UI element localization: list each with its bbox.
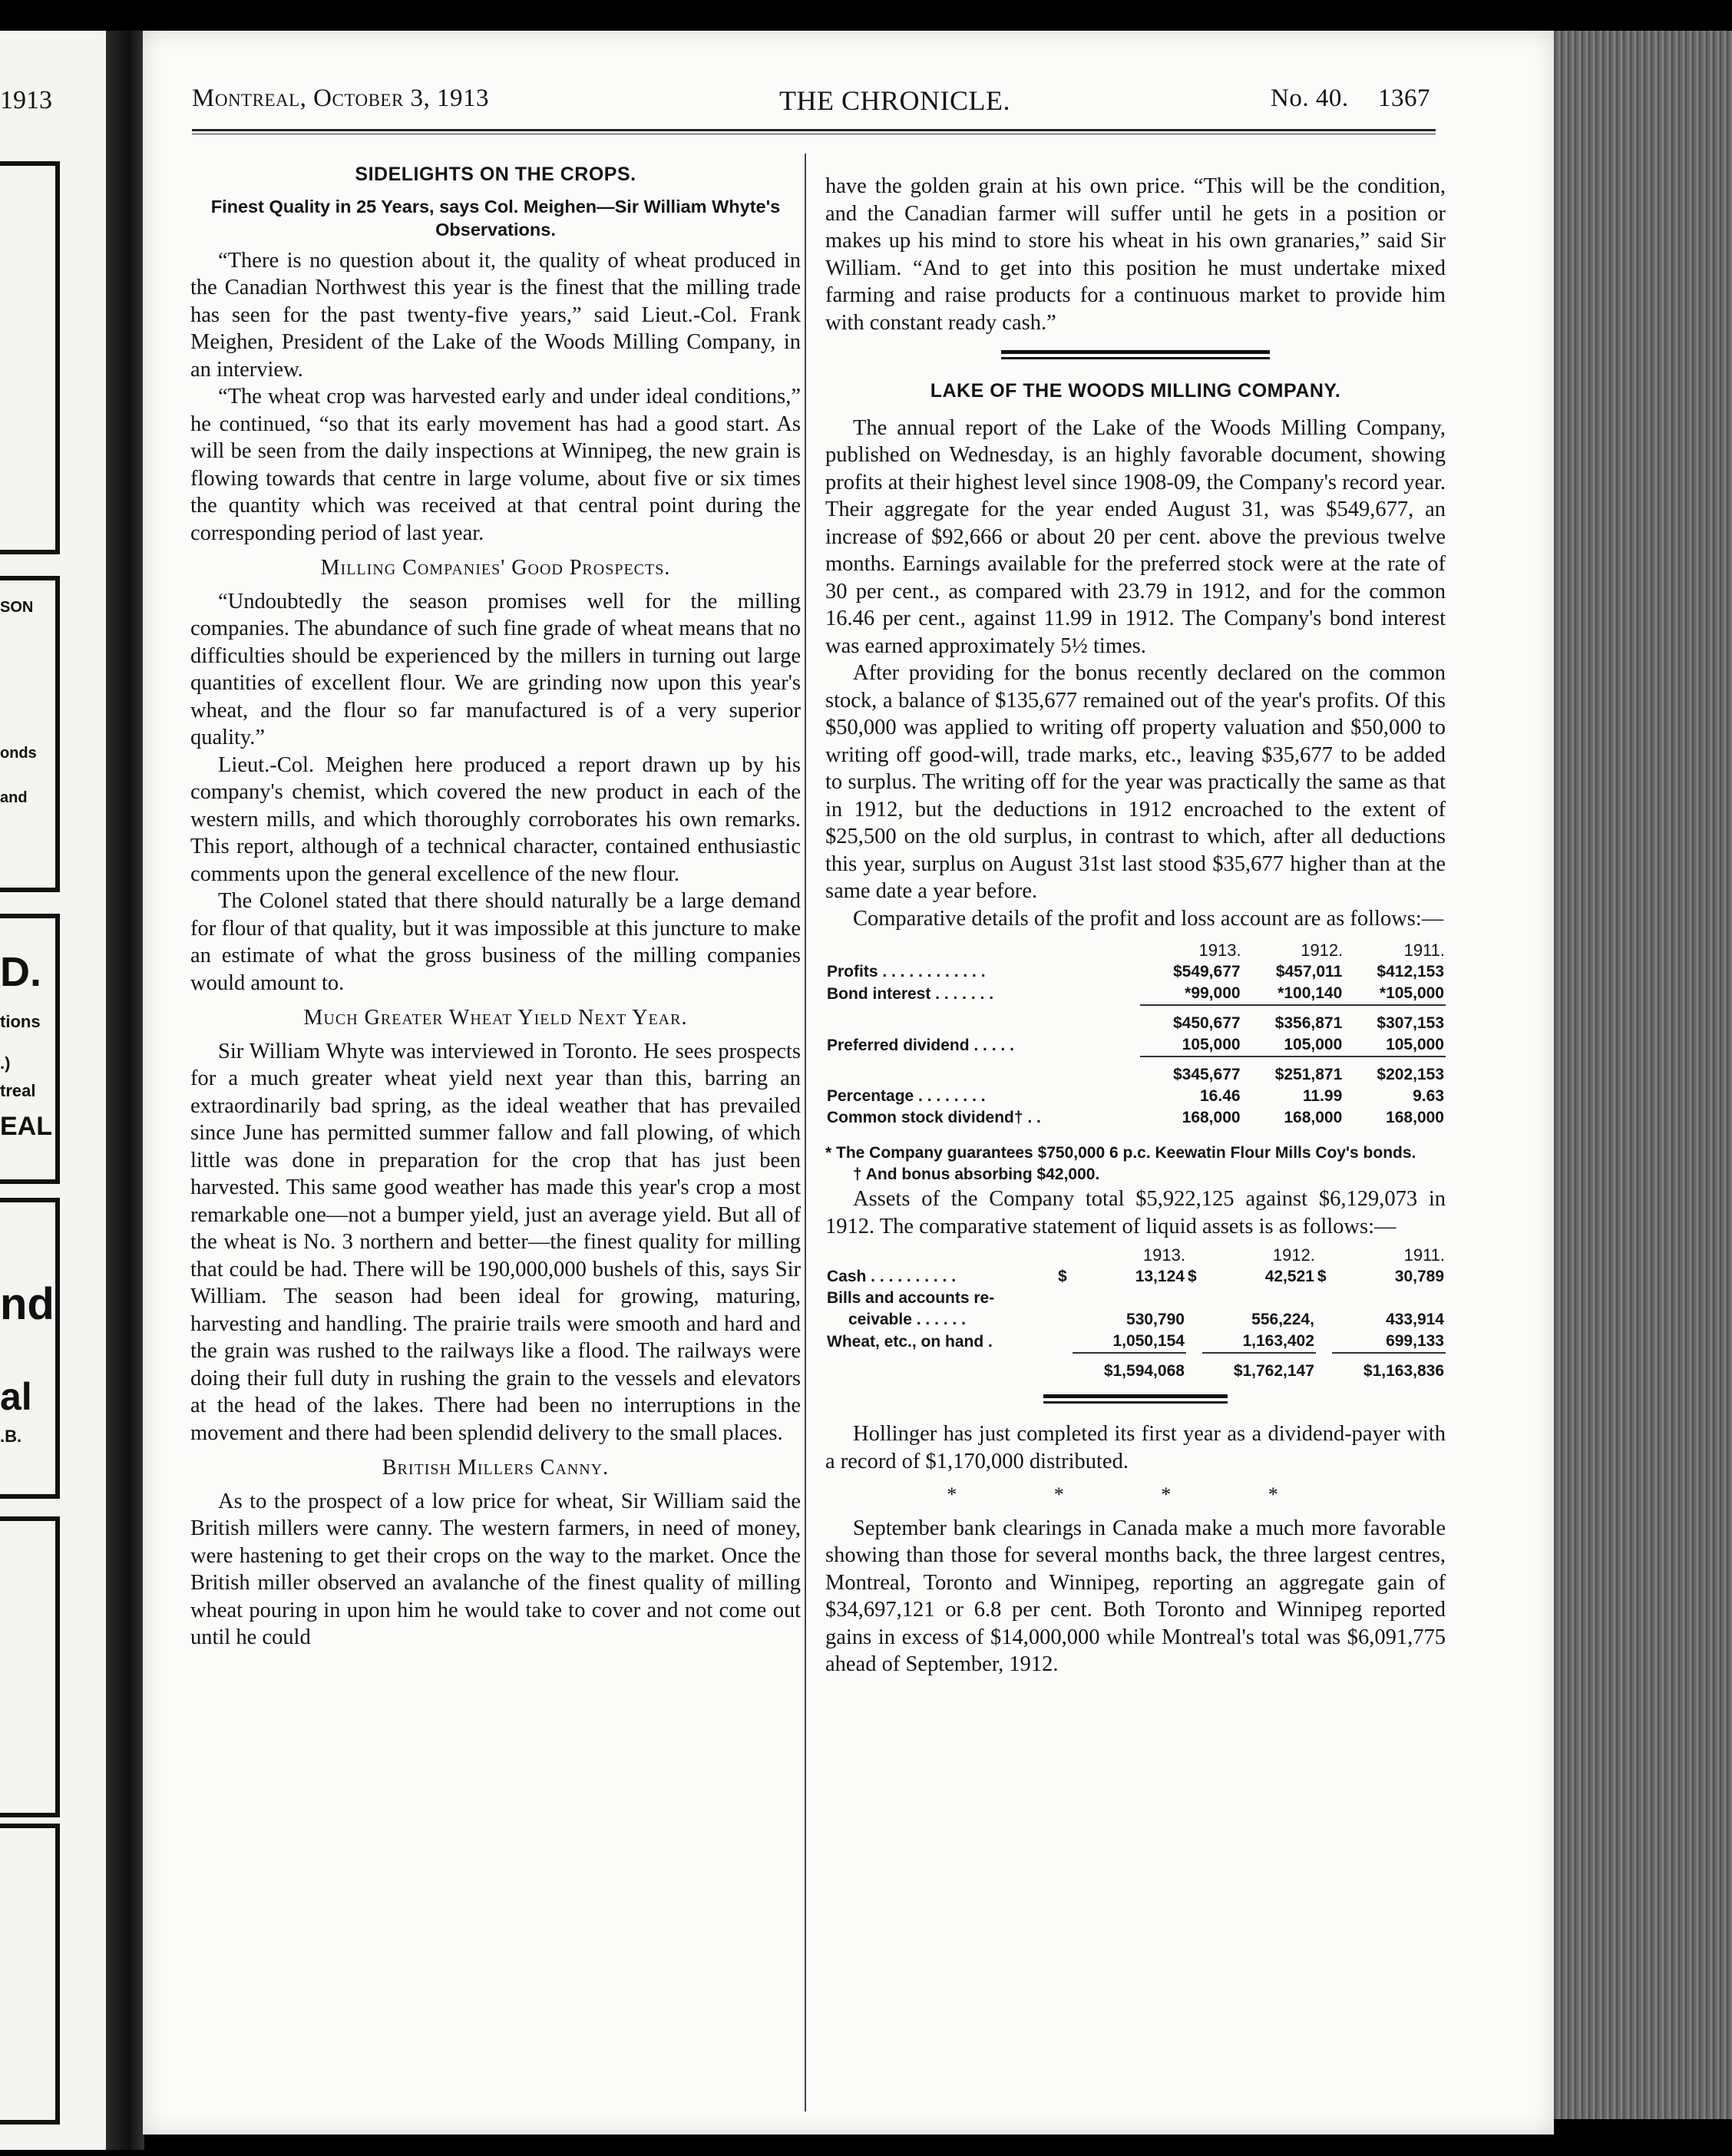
paragraph: “Undoubtedly the season promises well for the milling companies. The abundance of such fine grade of wheat means that no difficulties should be experienced by the millers in turning out large quantities of excellent flour. We are grinding now upon this year's wheat, and the flour so far manufactured is of a very superior quality.”: [190, 589, 801, 749]
prev-ad-box-5: [0, 1516, 60, 1817]
paragraph: Hollinger has just completed its first year as a dividend-payer with a record of $1,170,000 distributed.: [825, 1422, 1446, 1473]
prev-ad-text: tions: [0, 1012, 41, 1031]
section-heading: Much Greater Wheat Yield Next Year.: [303, 1006, 688, 1030]
paragraph: Lieut.-Col. Meighen here produced a report drawn up by his company's chemist, which covered the new product in each of the western mills, and which thoroughly corroborates his own remarks. This report, although of a technical character, contained enthusiastic comments upon the general excellence of the new flour.: [190, 752, 801, 886]
paragraph: The annual report of the Lake of the Woods Milling Company, published on Wednesday, is an highly favorable document, showing profits at their highest level since 1908-09, the Company's record year. Their aggregate for the year ended August 31, was $549,677, an increase of $92,666 or about 20 per cent. above the previous twelve months. Earnings available for the preferred stock were at the rate of 30 per cent., as compared with 23.79 in 1912, and for the common 16.46 per cent., against 11.99 in 1912. The Company's bond interest was earned approximately 5½ times.: [825, 415, 1446, 658]
article-headline-crops: SIDELIGHTS ON THE CROPS.: [355, 164, 636, 185]
cell-value: 105,000: [1386, 1036, 1444, 1053]
paragraph: After providing for the bonus recently declared on the common stock, a balance of $135,677 remained out of the year's profits. Of this $50,000 was applied to writing off property valuation and $50,000 to writing off good-will, trade marks, etc., leaving $35,677 to be added to surplus. The writing off for the year was practically the same as that in 1912, but the deductions in 1912 encroached to the extent of $25,500 on the old surplus, in contrast to which, after all deductions this year, surplus on August 31st last stood $35,677 higher than at the same date a year before.: [825, 661, 1446, 903]
prev-ad-box-4: [0, 1198, 60, 1499]
previous-page-strip: [0, 31, 115, 2150]
cell-value: 105,000: [1182, 1036, 1241, 1053]
row-label: Wheat, etc., on hand .: [827, 1332, 993, 1351]
profit-loss-table: [825, 940, 1446, 1129]
row-label: ceivable . . . . . .: [848, 1311, 966, 1328]
prev-ad-box-2: [0, 576, 60, 892]
table-year: 1912.: [1272, 1245, 1315, 1265]
cell-value: 42,521: [1264, 1268, 1314, 1285]
row-label: Profits . . . . . . . . . . . .: [827, 963, 986, 980]
row-label: [825, 1064, 1140, 1086]
cell-value: 433,914: [1386, 1311, 1444, 1328]
cell-value: $549,677: [1172, 963, 1241, 980]
section-divider: [1043, 1394, 1228, 1404]
prev-ad-text: nd: [0, 1279, 55, 1329]
left-column: [190, 161, 801, 1652]
book-page-edges: [1543, 31, 1732, 2119]
table-year: 1912.: [1301, 941, 1344, 960]
prev-ad-box-1: [0, 161, 60, 554]
header-page-number: 1367: [1378, 84, 1430, 112]
cell-value: 105,000: [1284, 1036, 1343, 1053]
table-row: [825, 1013, 1446, 1034]
prev-ad-text: .): [0, 1053, 11, 1073]
paragraph: Sir William Whyte was interviewed in Toronto. He sees prospects for a much greater wheat yield next year than this, barring an extraordinarily bad spring, as the ideal weather that has prevailed since June has permitted summer fallow and fall plowing, of which little was done in preparation for the crop that has just been harvested. This same good weather has made this year's crop a most remarkable one—not a bumper yield, just an average yield. But all of the wheat is No. 3 northern and better—the finest quality for milling that could be had. There will be 190,000,000 bushels of this, says Sir William. The season had been ideal for growing, maturing, harvesting and handling. The prairie trails were smooth and hard and the grain was rushed to the railways like a flood. The railways were doing their full duty in rushing the grain to the vessels and elevators at the head of the lakes. There had been no interruptions in the movement and there had been splendid delivery to the small places.: [190, 1039, 801, 1445]
cell-value: 13,124: [1135, 1268, 1185, 1285]
table-row: [825, 961, 1446, 983]
prev-ad-text: onds: [0, 745, 37, 762]
table-header-row: [825, 940, 1446, 961]
column-divider: [805, 154, 806, 2111]
row-label: Common stock dividend† . .: [827, 1109, 1041, 1126]
header-issue: No. 40.: [1271, 84, 1349, 112]
prev-ad-text: and: [0, 789, 28, 806]
table-row: [825, 1331, 1446, 1353]
prev-ad-text: treal: [0, 1081, 36, 1100]
row-label: Bills and accounts re-: [827, 1289, 995, 1307]
cell-value: *99,000: [1185, 984, 1241, 1002]
currency-sign: $: [1317, 1268, 1327, 1285]
cell-value: $1,594,068: [1103, 1362, 1185, 1380]
cell-value: $356,871: [1274, 1014, 1343, 1032]
row-label: Bond interest . . . . . . .: [827, 984, 994, 1003]
prev-ad-text: D.: [0, 949, 41, 995]
cell-value: $307,153: [1377, 1014, 1444, 1032]
table-row: [825, 1064, 1446, 1086]
header-place-date: Montreal, October 3, 1913: [192, 84, 490, 112]
cell-value: $1,762,147: [1233, 1362, 1314, 1380]
table-row: [825, 1086, 1446, 1107]
prev-page-year: 1913: [0, 86, 52, 114]
cell-value: 1,050,154: [1112, 1332, 1185, 1350]
paragraph: The Colonel stated that there should naturally be a large demand for flour of that quality, but it was impossible at this juncture to make an estimate of what the gross business of the milling companies would amount to.: [190, 889, 801, 995]
cell-value: $457,011: [1275, 963, 1343, 980]
cell-value: *105,000: [1379, 984, 1444, 1002]
row-label: [825, 1013, 1140, 1034]
prev-ad-text: .B.: [0, 1427, 22, 1446]
table-year: 1913.: [1198, 941, 1241, 960]
table-row: [825, 1288, 1446, 1309]
row-label: [825, 1361, 1056, 1382]
row-label: Preferred dividend . . . . .: [827, 1036, 1014, 1054]
table-row: [825, 1034, 1446, 1057]
row-label: Percentage . . . . . . . .: [827, 1087, 986, 1105]
paragraph: “The wheat crop was harvested early and under ideal conditions,” he continued, “so that its early movement has had a good start. As will be seen from the daily inspections at Winnipeg, the new grain is flowing towards that centre in large volume, about five or six times the quantity which was received at that central point during the corresponding period of last year.: [190, 385, 801, 545]
paragraph: Assets of the Company total $5,922,125 against $6,129,073 in 1912. The comparative statement of liquid assets is as follows:—: [825, 1187, 1446, 1238]
table-header-row: [825, 1245, 1446, 1266]
cell-value: $251,871: [1274, 1066, 1343, 1083]
table-year: 1911.: [1403, 1245, 1445, 1265]
article-subheadline-crops: Finest Quality in 25 Years, says Col. Meighen—Sir William Whyte's Observations.: [210, 196, 781, 240]
table-row: [825, 1361, 1446, 1382]
cell-value: $345,677: [1172, 1066, 1241, 1083]
article-headline-lake-of-woods: LAKE OF THE WOODS MILLING COMPANY.: [930, 380, 1341, 402]
cell-value: 30,789: [1394, 1268, 1444, 1285]
section-heading: British Millers Canny.: [382, 1456, 610, 1480]
liquid-assets-table: [825, 1245, 1446, 1382]
cell-value: $202,153: [1377, 1066, 1444, 1083]
table-row: [825, 983, 1446, 1005]
table-row: [825, 1309, 1446, 1331]
cell-value: $412,153: [1377, 963, 1444, 980]
table-row: [825, 1266, 1446, 1288]
cell-value: 699,133: [1386, 1332, 1444, 1350]
book-gutter: [106, 31, 144, 2150]
cell-value: 168,000: [1284, 1109, 1343, 1126]
cell-value: $1,163,836: [1363, 1362, 1444, 1380]
table-footnote: † And bonus absorbing $42,000.: [853, 1166, 1100, 1183]
table-footnote: * The Company guarantees $750,000 6 p.c. Keewatin Flour Mills Coy's bonds.: [825, 1144, 1416, 1162]
table-row: [825, 1353, 1446, 1361]
cell-value: 168,000: [1182, 1109, 1241, 1126]
table-row: [825, 1057, 1446, 1064]
table-row: [825, 1107, 1446, 1129]
header-title: THE CHRONICLE.: [779, 85, 1010, 116]
section-stars: * * * *: [947, 1483, 1324, 1506]
cell-value: 530,790: [1126, 1311, 1185, 1328]
currency-sign: $: [1187, 1268, 1197, 1285]
cell-value: 11.99: [1302, 1087, 1343, 1105]
cell-value: $450,677: [1172, 1014, 1241, 1032]
cell-value: *100,140: [1278, 984, 1343, 1002]
paragraph: As to the prospect of a low price for wheat, Sir William said the British millers were canny. The western farmers, in need of money, were hastening to get their crops on the way to the market. Once the British miller observed an avalanche of the finest quality of milling wheat pouring in upon him he would take to cover and not come out until he could: [190, 1489, 801, 1649]
prev-ad-text: EAL: [0, 1112, 52, 1141]
prev-ad-text: SON: [0, 599, 34, 616]
paragraph: September bank clearings in Canada make a much more favorable showing than those for several months back, the three largest centres, Montreal, Toronto and Winnipeg, reporting an aggregate gain of $34,697,121 or 6.8 per cent. Both Toronto and Winnipeg reported gains in excess of $14,000,000 while Montreal's total was $6,091,775 ahead of September, 1912.: [825, 1516, 1446, 1676]
row-label: Cash . . . . . . . . . .: [827, 1268, 957, 1285]
section-heading: Milling Companies' Good Prospects.: [320, 556, 671, 580]
table-year: 1911.: [1403, 941, 1445, 960]
prev-ad-box-6: [0, 1824, 60, 2125]
table-row: [825, 1005, 1446, 1013]
cell-value: 9.63: [1413, 1087, 1444, 1105]
cell-value: 168,000: [1386, 1109, 1444, 1126]
paragraph: “There is no question about it, the quality of wheat produced in the Canadian Northwest this year is the finest that the milling trade has seen for the past twenty-five years,” said Lieut.-Col. Frank Meighen, President of the Lake of the Woods Milling Company, in an interview.: [190, 248, 801, 382]
paragraph: Comparative details of the profit and loss account are as follows:—: [853, 906, 1444, 931]
table-year: 1913.: [1142, 1245, 1185, 1265]
section-divider: [1001, 350, 1270, 359]
cell-value: 1,163,402: [1242, 1332, 1314, 1350]
header-rule: [192, 129, 1436, 134]
currency-sign: $: [1057, 1268, 1067, 1285]
right-column: [825, 173, 1446, 1678]
paragraph: have the golden grain at his own price. “This will be the condition, and the Canadian farmer will suffer until he gets in a position or makes up his mind to store his wheat in his own granaries,” said Sir William. “And to get into this position he must undertake mixed farming and raise products for a continuous market to provide him with constant ready cash.”: [825, 174, 1446, 335]
cell-value: 556,224,: [1251, 1311, 1314, 1328]
cell-value: 16.46: [1200, 1087, 1241, 1105]
prev-ad-text: al: [0, 1375, 32, 1418]
